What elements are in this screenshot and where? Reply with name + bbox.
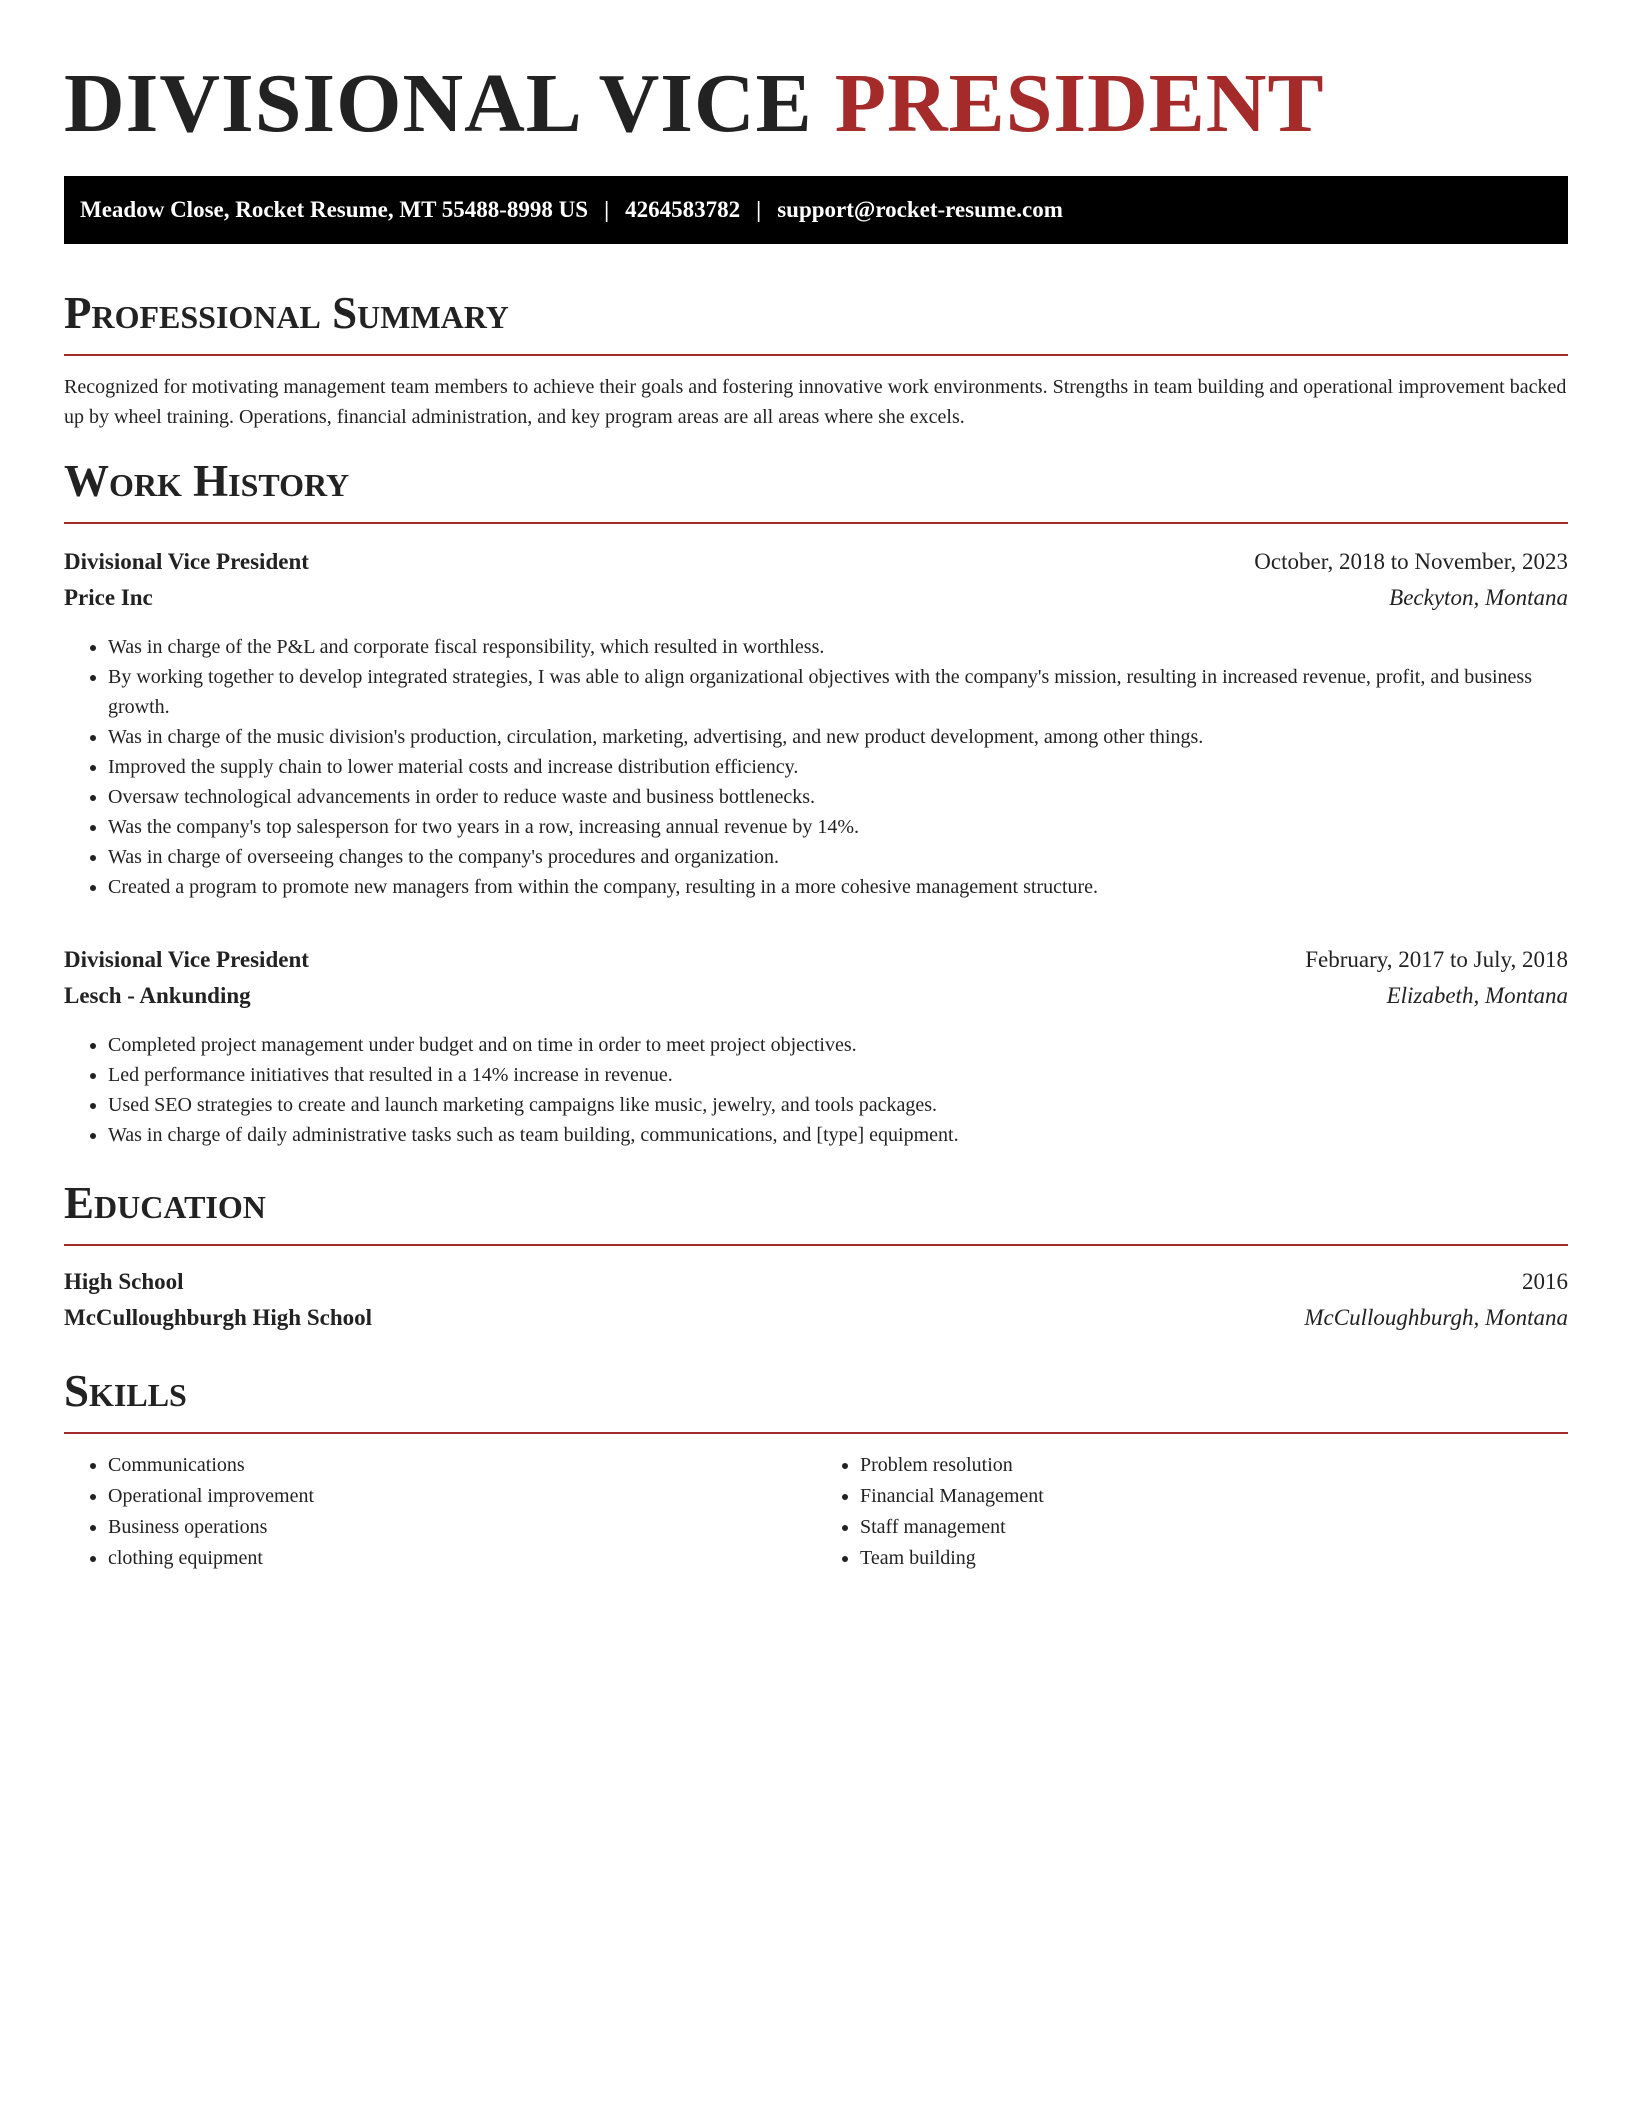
section-divider: [64, 354, 1568, 356]
contact-address: Meadow Close, Rocket Resume, MT 55488-8998 US: [80, 197, 589, 222]
skills-list-left: [64, 1450, 816, 1574]
list-item: • Improved the supply chain to lower material costs and increase distribution efficiency.: [108, 752, 1568, 782]
education-section: [64, 1178, 1568, 1336]
section-divider: [64, 1244, 1568, 1246]
list-item: • Created a program to promote new managers from within the company, resulting in a more cohesive management structure.: [108, 872, 1568, 902]
list-item: • Oversaw technological advancements in order to reduce waste and business bottlenecks.: [108, 782, 1568, 812]
job-location: Beckyton, Montana: [1389, 585, 1568, 610]
list-item: • Operational improvement: [108, 1481, 816, 1512]
list-item: • Business operations: [108, 1512, 816, 1543]
list-item: • Was the company's top salesperson for two years in a row, increasing annual revenue by 14%.: [108, 812, 1568, 842]
contact-phone: 4264583782: [625, 197, 741, 222]
job-title: Divisional Vice President: [64, 947, 309, 972]
list-item: • Completed project management under budget and on time in order to meet project objectives.: [108, 1030, 1568, 1060]
list-item: • Problem resolution: [860, 1450, 1568, 1481]
job-dates: October, 2018 to November, 2023: [1254, 549, 1568, 574]
job-company: Price Inc: [64, 585, 153, 610]
list-item: • Team building: [860, 1543, 1568, 1574]
list-item: • Was in charge of overseeing changes to the company's procedures and organization.: [108, 842, 1568, 872]
summary-heading: Professional Summary: [64, 288, 509, 338]
skills-section: [64, 1366, 1568, 1574]
job-bullets: [64, 1030, 1568, 1150]
list-item: • Was in charge of the P&L and corporate fiscal responsibility, which resulted in worthless.: [108, 632, 1568, 662]
list-item: • Was in charge of daily administrative tasks such as team building, communications, and [type] equipment.: [108, 1120, 1568, 1150]
work-history-section: [64, 456, 1568, 1150]
section-divider: [64, 1432, 1568, 1434]
section-divider: [64, 522, 1568, 524]
education-heading: Education: [64, 1178, 266, 1228]
job-dates: February, 2017 to July, 2018: [1305, 947, 1568, 972]
job-entry: [64, 544, 1568, 902]
list-item: • By working together to develop integrated strategies, I was able to align organizational objectives with the company's mission, resulting in increased revenue, profit, and business growth.: [108, 662, 1568, 722]
education-year: 2016: [1522, 1269, 1568, 1294]
job-entry: [64, 942, 1568, 1150]
list-item: • Staff management: [860, 1512, 1568, 1543]
job-company: Lesch - Ankunding: [64, 983, 251, 1008]
list-item: • Communications: [108, 1450, 816, 1481]
list-item: • Financial Management: [860, 1481, 1568, 1512]
list-item: • clothing equipment: [108, 1543, 816, 1574]
list-item: • Led performance initiatives that resulted in a 14% increase in revenue.: [108, 1060, 1568, 1090]
education-location: McCulloughburgh, Montana: [1304, 1305, 1568, 1330]
job-location: Elizabeth, Montana: [1386, 983, 1568, 1008]
resume-title: [64, 56, 1568, 152]
skills-columns: [64, 1450, 1568, 1574]
contact-separator: |: [604, 197, 610, 222]
title-main: DIVISIONAL VICE: [64, 57, 835, 150]
job-bullets: [64, 632, 1568, 902]
summary-section: [64, 288, 1568, 432]
skills-list-right: [816, 1450, 1568, 1574]
work-history-heading: Work History: [64, 456, 350, 506]
summary-text: Recognized for motivating management team members to achieve their goals and fostering innovative work environments. Strengths in team building and operational improvement backed up by wheel training. Operations, financial administration, and key program areas are all areas where she excels.: [64, 376, 1567, 428]
title-accent: PRESIDENT: [834, 57, 1325, 150]
list-item: • Was in charge of the music division's production, circulation, marketing, advertising, and new product development, among other things.: [108, 722, 1568, 752]
list-item: • Used SEO strategies to create and launch marketing campaigns like music, jewelry, and tools packages.: [108, 1090, 1568, 1120]
education-school: McCulloughburgh High School: [64, 1305, 373, 1330]
education-degree: High School: [64, 1269, 184, 1294]
contact-separator: |: [756, 197, 762, 222]
job-title: Divisional Vice President: [64, 549, 309, 574]
contact-bar: [64, 176, 1568, 244]
contact-email: support@rocket-resume.com: [777, 197, 1063, 222]
skills-heading: Skills: [64, 1366, 187, 1416]
